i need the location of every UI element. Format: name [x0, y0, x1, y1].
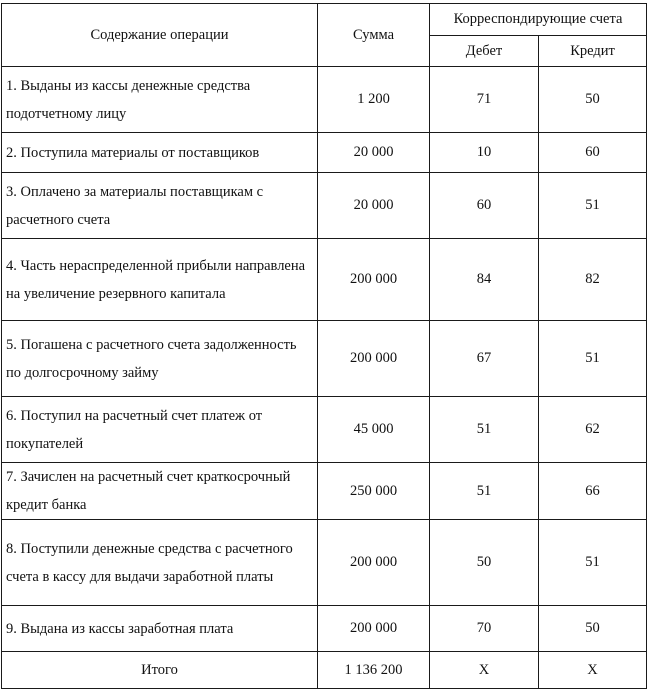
- row-amount: 200 000: [318, 321, 430, 397]
- row-credit: 66: [539, 463, 647, 520]
- row-amount: 200 000: [318, 606, 430, 652]
- row-amount: 200 000: [318, 520, 430, 606]
- row-credit: 50: [539, 606, 647, 652]
- total-row: [2, 652, 647, 689]
- table-row: [2, 321, 647, 397]
- row-debit: 51: [430, 463, 539, 520]
- row-amount: 200 000: [318, 239, 430, 321]
- header-debit: Дебет: [430, 36, 539, 67]
- total-credit: Х: [539, 652, 647, 689]
- row-debit: 50: [430, 520, 539, 606]
- table-row: [2, 606, 647, 652]
- row-amount: 45 000: [318, 397, 430, 463]
- row-debit: 71: [430, 67, 539, 133]
- row-debit: 84: [430, 239, 539, 321]
- row-amount: 20 000: [318, 173, 430, 239]
- row-debit: 60: [430, 173, 539, 239]
- row-debit: 51: [430, 397, 539, 463]
- row-credit: 51: [539, 520, 647, 606]
- row-description: 1. Выданы из кассы денежные средства подотчетному лицу: [2, 67, 318, 133]
- row-description: 4. Часть нераспределенной прибыли направлена на увеличение резервного капитала: [2, 239, 318, 321]
- row-description: 5. Погашена с расчетного счета задолженность по долгосрочному займу: [2, 321, 318, 397]
- table-row: [2, 239, 647, 321]
- row-credit: 51: [539, 321, 647, 397]
- header-credit: Кредит: [539, 36, 647, 67]
- row-credit: 51: [539, 173, 647, 239]
- row-description: 8. Поступили денежные средства с расчетного счета в кассу для выдачи заработной платы: [2, 520, 318, 606]
- row-description: 3. Оплачено за материалы поставщикам с расчетного счета: [2, 173, 318, 239]
- header-amount: Сумма: [318, 4, 430, 67]
- table-row: [2, 397, 647, 463]
- row-debit: 10: [430, 133, 539, 173]
- row-credit: 50: [539, 67, 647, 133]
- table-row: [2, 520, 647, 606]
- row-description: 7. Зачислен на расчетный счет краткосрочный кредит банка: [2, 463, 318, 520]
- row-description: 9. Выдана из кассы заработная плата: [2, 606, 318, 652]
- total-label: Итого: [2, 652, 318, 689]
- row-amount: 1 200: [318, 67, 430, 133]
- row-credit: 60: [539, 133, 647, 173]
- row-amount: 250 000: [318, 463, 430, 520]
- total-debit: Х: [430, 652, 539, 689]
- table-row: [2, 133, 647, 173]
- row-description: 6. Поступил на расчетный счет платеж от покупателей: [2, 397, 318, 463]
- table-row: [2, 463, 647, 520]
- table-row: [2, 67, 647, 133]
- row-debit: 70: [430, 606, 539, 652]
- operations-table: [1, 3, 647, 689]
- row-credit: 82: [539, 239, 647, 321]
- table-row: [2, 173, 647, 239]
- total-amount: 1 136 200: [318, 652, 430, 689]
- header-description: Содержание операции: [2, 4, 318, 67]
- row-description: 2. Поступила материалы от поставщиков: [2, 133, 318, 173]
- row-debit: 67: [430, 321, 539, 397]
- header-row: [2, 4, 647, 36]
- header-accounts: Корреспондирующие счета: [430, 4, 647, 36]
- row-amount: 20 000: [318, 133, 430, 173]
- row-credit: 62: [539, 397, 647, 463]
